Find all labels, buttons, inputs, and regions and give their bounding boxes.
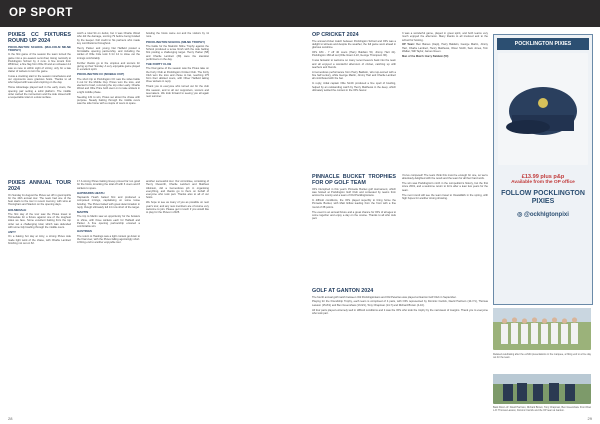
paragraph: It was fantastic to welcome so many recent leavers back into the team and all enjoyed a wonderful afternoon of cricket, catching up with teachers and friends. [312, 59, 396, 69]
paragraph: Playing for the Friendship Trophy, each team is comprised of 4 pairs, with OPs represented by Dominic Carrick, David Harrison (10-7/1), Thomas Lawson (15-8/1) and Ben Greenshaw (13-9/1), Tony Chapman (14-7) and Richard Brown (4-10). [312, 300, 488, 307]
promo-handle: @ockhlgtonpixi [524, 212, 569, 218]
paragraph: another successful tour. Our committee, consisting of Henry Cleworth, Charlie Lambert and Matthew Atkinson, did a tremendous job in organising everything, and thanks go to them on behalf of everyone who took part. Thanks also to all of our hosts. [146, 180, 209, 200]
golf-heading: GOLF AT GANTON 2024 [312, 288, 374, 294]
team-photo-caption: Relaxed celebrating after the exhibit presentations in the marquee, a fitting end to a fine day out for the team. [493, 353, 591, 360]
subheading: MARTIN [77, 210, 89, 215]
subheading: HASTINGS [77, 229, 92, 234]
subheading: POCKLINGTON CC (MOBILE CUP) [77, 72, 125, 77]
promo-follow: FOLLOW POCKLINGTON PIXIES [501, 190, 585, 205]
instagram-icon: ◎ [517, 212, 523, 218]
promo-available: Available from the OP office [511, 180, 575, 185]
paragraph: On Sunday 11 August the Pixies set off in good spirits for the 44th annual tour. The team had one of the best starts to the tour in recent memory, with wins at Hovingham and Staxton on the opening days. [8, 193, 71, 207]
paragraph: We hope to see as many of you as possible on next year's tour, and any new members are of course very welcome to join. Please get in touch if you would like to play for the Pixies in 2025. [146, 201, 209, 215]
paragraph: The trip to Martin saw an opportunity for the bowlers to shine, with three wickets each for Hatfield and Parker. A fine opening partnership ensured a comfortable win. [77, 215, 140, 229]
op-cricket-column [312, 32, 396, 172]
paragraph: The event is an annual fixture and a great chance for OPs of all ages to come together and enjoy a day on the course. Thanks to all who took part. [312, 210, 396, 221]
pinnacle-column-2 [402, 174, 488, 286]
paragraph: OPs 184 - 7 off 40 overs (Harry Baldwin 50, Jimmy Hart 41). Pocklington 166 all out (Ollie Grant 4-22, George Thompson 36). [312, 51, 396, 58]
paragraph: The battle for the Malcolm Milne Trophy against the School produced a tense finish with the side batting first posting a challenging target. Henry Parker (58) and Charlie Lambert (39) were the standout performers on the day. [146, 44, 209, 61]
fixtures-paragraph: Home Advantage played well in the early overs, the opening pair setting a solid platform. The middle order carried the momentum and the side closed with a respectable total on a slow surface. [8, 86, 71, 100]
golf-photo-caption: Back Row L-R: David Harrison, Richard Brown, Tony Chapman, Ben Greenshaw. Front Row L-R: Thomas Lawson, Dominic Carrick and the OP team at Ganton. [493, 406, 591, 413]
paragraph: bowling the hosts came out and the visitors by 11 runs. [146, 32, 209, 39]
tour-column [8, 180, 71, 412]
team-list: Ben Baines (Capt), Harry Baldwin, George Martin, Jimmy Hart, Charlie Lambert, Henry Matthews, Oliver Smith, Sam Jones, Tom Walker, Will Taylor, James Green. [402, 43, 488, 54]
tour-heading: PIXIES ANNUAL TOUR 2024 [8, 180, 71, 192]
paragraph: It was a wonderful game, played in great spirit, and both teams very much enjoyed the afternoon. Many thanks to all involved and to the school for hosting. [402, 32, 488, 42]
tour-column-2 [77, 180, 140, 412]
paragraph: The next round will see the team travel to Oswaldkirk in the spring, with high hopes for another strong showing. [402, 193, 488, 200]
paragraph: 17 A strong Pixies batting lineup proved far too good for the hosts, knocking the total off with 3 overs and 8 wickets to spare. [77, 180, 140, 190]
fixtures-paragraph: It was a cracking start to the season nonetheless and our opponents were gracious hosts. Thanks to all who helped with teas and umpiring on the day. [8, 74, 71, 85]
subheading: HOLMEDALE [8, 207, 27, 212]
golf-team-photo [493, 374, 591, 404]
paragraph: The annual cricket match between Pocklington School and OPs was a delight to witness and despite the weather, the full game went ahead in glorious sunshine. [312, 39, 396, 50]
promo-price: £13.99 plus p&p [521, 174, 565, 180]
paragraph: Henry Parker and young Nat Hatfield posted a formidable opening partnership, and including the wicket of Ollie Cole took 3 for 14 to close out the innings comfortably. [77, 46, 140, 60]
team-label: OP Team: [402, 43, 415, 47]
fixtures-subheading: POCKLINGTON SCHOOL (MALCOLM MILNE TROPHY) [8, 45, 71, 53]
paragraph: The first day of the tour saw the Pixies travel to Holmedale for a fixture against one of the toughest sides we face. Some excellent batting from the top order set a challenging total, which was defended with some tidy bowling through the middle overs. [8, 212, 71, 230]
paragraph: worth a total 94 on debut, but it was Charlie Wood who did the damage, scoring 79 before being bowled by the keeper. Full credit to his partners who made key contributions throughout. [77, 32, 140, 45]
promo-title: POCKLINGTON PIXIES [497, 38, 589, 50]
golf-column [312, 288, 488, 410]
fixtures-heading: PIXIES CC FIXTURES ROUND UP 2024 [8, 32, 71, 44]
pixies-promo [493, 34, 593, 305]
paragraph: Needing 131 to win, Pixies set about the chase with purpose. Steady batting through the middle overs saw the side home with a couple of overs to spare. [77, 95, 140, 106]
paragraph: All four pairs played extremely well in difficult conditions and it was the OPs who took the trophy by the narrowest of margins. Thank you to everyone who took part. [312, 308, 488, 315]
paragraph: Thank you to everyone who turned out for the club this season, and to all our supporters, scorers and tea-makers. We look forward to seeing you all again next summer. [146, 85, 209, 99]
page-header [0, 0, 600, 27]
paragraph: On a baking hot day at Anty, a strong Pixies side made light work of the chase, with Charlie Lambert finishing not out on 62. [8, 235, 71, 246]
paragraph: The win was Pocklington's ninth in the competition's history, but the first since 2019, and a welcome return to form after a lean few years for the team. [402, 182, 488, 192]
paragraph: The final game of the season saw the Pixies take on the Forty Club at Pocklington Cricket Club. The Forty Club won the toss and chose to bat, reaching 175 from their allotted overs, with Oliver Hatfield taking three wickets in reply. [146, 67, 209, 84]
paragraph: The return to Hastings saw a tight contest go down to the final over, with the Pixies falling agonisingly short. A fitting end to another enjoyable tour. [77, 234, 140, 245]
page-number-right: 29 [587, 416, 592, 421]
fixtures-paragraph: In the first game of the season the team turned the game into a pre-season semi-final, losing narrowly to Pocklington School by 4 runs. A fine knock from Whittmer, a fine flag from Ollie W and an unbeaten 14 saw us race to within sight of victory, only for a late clatter of wickets to turn the game. [8, 53, 71, 73]
paragraph: In reply, initial captain Ollie Smith produced a fine spell of bowling, helped by an outstanding catch by Henry Matthews in the deep, which ultimately settled the contest in the OPs favour. [312, 82, 396, 92]
pinnacle-heading: PINNACLE BUCKET TROPHIES FOR OP GOLF TEAM [312, 174, 396, 186]
paragraph: You've competed! The team think this must be enough for one, so we're absolutely delighted with the result and the team for all their hard work. [402, 174, 488, 181]
paragraph: The short trip to Pocklington CC saw the sides battle it out for the Mobile Cup. Pixies won the toss, and elected to bowl, removing the top order early. Charlie Wood and Ollie Price both went on to take wickets in a tight middle phase. [77, 77, 140, 94]
tour-column-3 [146, 180, 209, 412]
paragraph: OPs triumphed in this year's Pinnacle Bucket golf tournament, which was hosted at Pocklington Golf Club and contested by teams from across the county and a team of Old Pocklingtonians. [312, 187, 396, 198]
paragraph: In difficult conditions, the OPs played superbly to bring home the Pinnacle Bucket, with Matt Gillow leading from the front with a fine round of 38 points. [312, 199, 396, 209]
op-cricket-column-2 [402, 32, 488, 172]
paragraph: A tremendous performance from Harry Baldwin, who top-scored with a fine half century, while George Martin, Jimmy Hart and Charlie Lambert all contributed with the bat. [312, 70, 396, 81]
page-number-left: 28 [8, 416, 13, 421]
op-team-photo [493, 308, 591, 350]
subheading: ANTY [8, 230, 16, 235]
subheading: HAPWARDS HEATH [77, 190, 105, 195]
paragraph: The fourth annual golf match between Old Pocklingtonians and Old Peterites was played at Ganton Golf Club in September. [312, 295, 457, 299]
pixies-cap-photo [498, 53, 588, 165]
paragraph: Hapwards Heath batted first and produced a composed innings, capitalising on some loose bowling. The Pixies batted with great determination in reply, though ultimately fell 14 runs short of the target. [77, 195, 140, 209]
section-title: OP SPORT [9, 7, 74, 19]
op-cricket-heading: OP CRICKET 2024 [312, 32, 359, 38]
subheading: THE FORTY CLUB [146, 62, 172, 67]
pinnacle-column [312, 174, 396, 286]
subheading: POCKLINGTON SCHOOL (MILNE TROPHY) [146, 39, 205, 44]
paragraph: Further thanks go to the umpires and scorers for giving up their Sunday. A very enjoyable game played in excellent spirit. [77, 61, 140, 72]
award: Man of the Match: Harry Baldwin (50) [402, 54, 449, 58]
